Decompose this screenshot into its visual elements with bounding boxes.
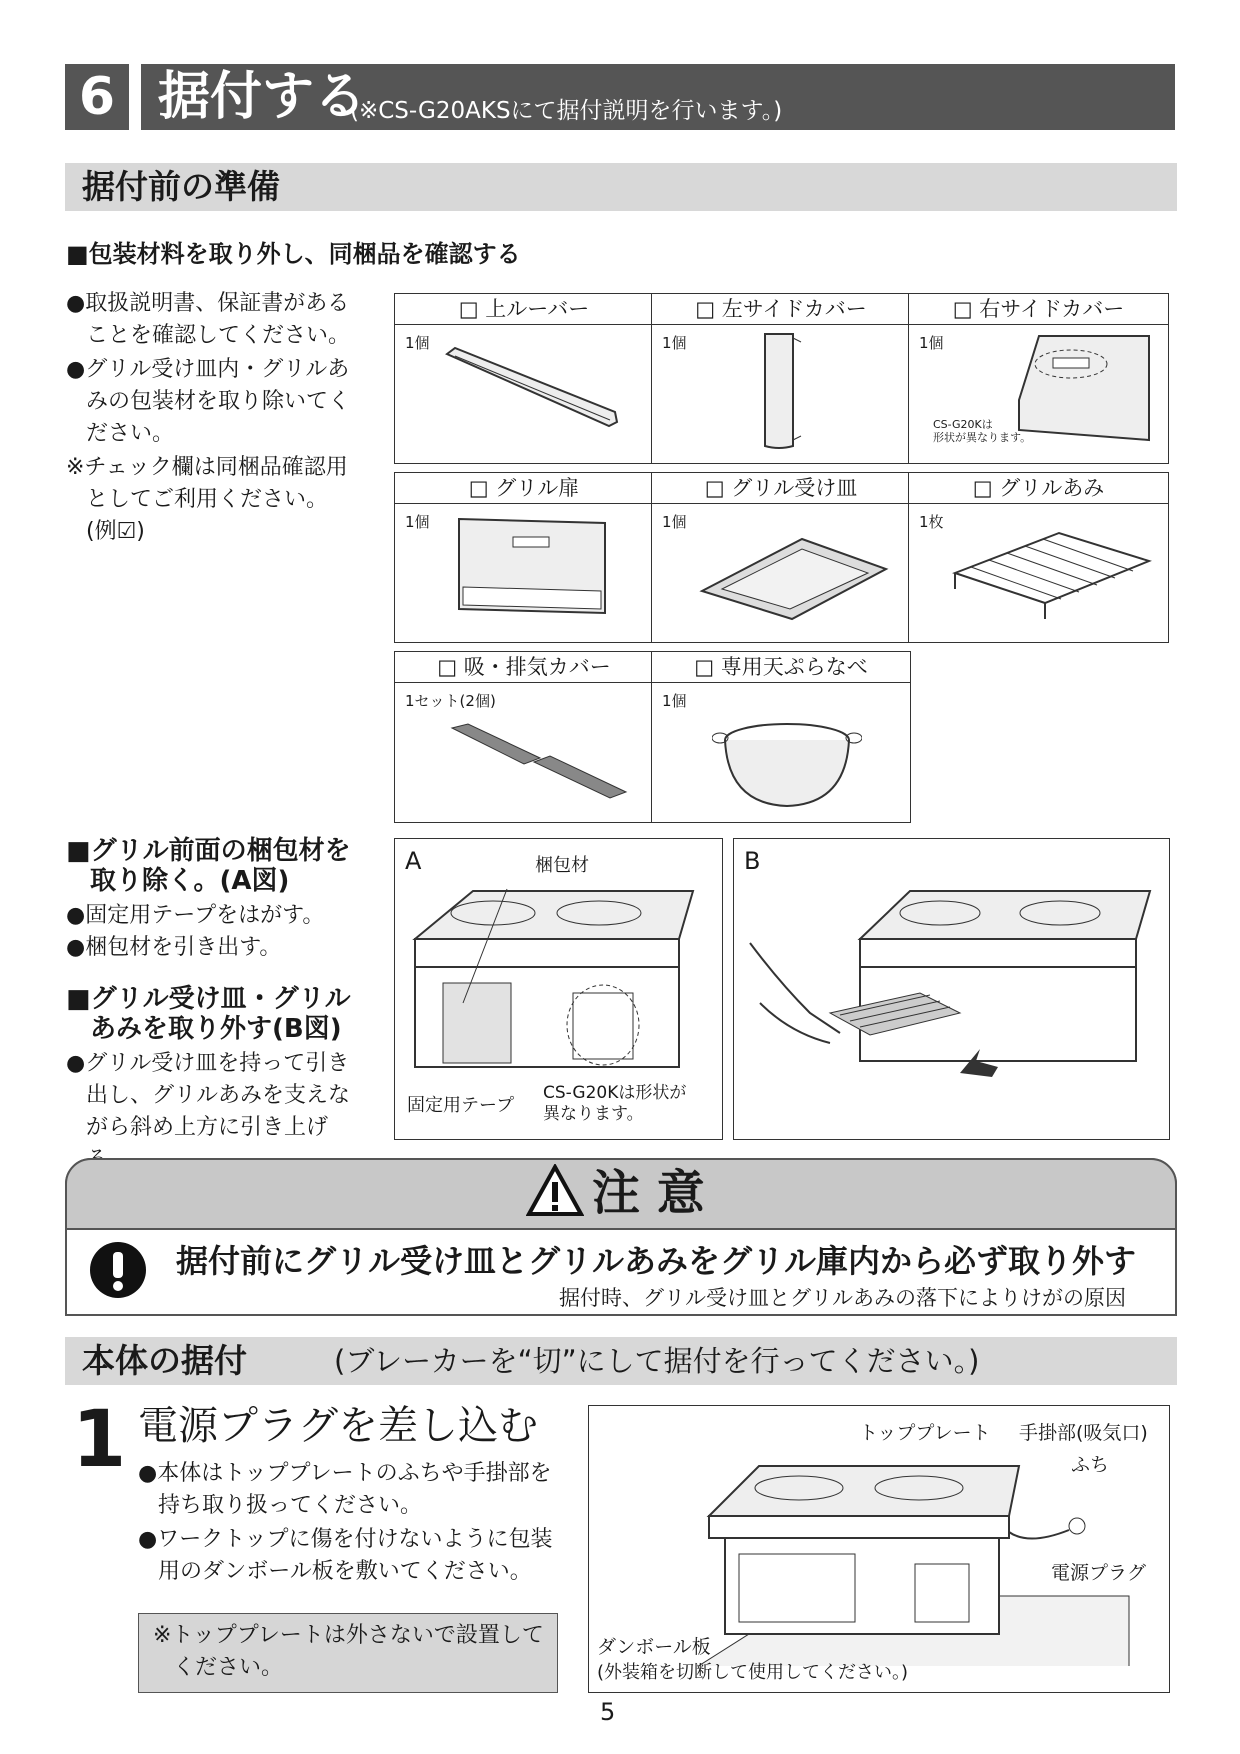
item-right-side-cover: [908, 293, 1169, 464]
caution-sub: 据付時、グリル受け皿とグリルあみの落下によりけがの原因: [559, 1286, 1126, 1310]
item-qty: 1個: [919, 334, 944, 352]
item-name: □ グリル扉: [395, 473, 653, 504]
upper-louver-illustration: [445, 334, 635, 434]
item-qty: 1個: [662, 692, 687, 710]
item-name: □ 右サイドカバー: [909, 294, 1168, 325]
vent-cover-illustration: [450, 722, 630, 802]
install-heading: 本体の据付: [82, 1341, 247, 1380]
grill-front-bullets: ●固定用テープをはがす。 ●梱包材を引き出す。: [66, 903, 325, 960]
grill-front-heading: ■グリル前面の梱包材を 取り除く。(A図): [66, 836, 351, 896]
caution-title: 注 意: [592, 1165, 705, 1221]
figure-a: [394, 838, 723, 1140]
step-title: 電源プラグを差し込む: [138, 1403, 538, 1449]
bullet-checkbox: ※チェック欄は同梱品確認用としてご利用ください。(例☑): [66, 455, 348, 544]
left-side-cover-illustration: [757, 330, 807, 454]
section-note: (※CS-G20AKSにて据付説明を行います。): [350, 98, 783, 124]
figure-b-illustration: [740, 883, 1165, 1083]
install-heading-note: (ブレーカーを“切”にして据付を行ってください。): [334, 1344, 980, 1378]
item-name: □ グリル受け皿: [652, 473, 910, 504]
grill-pan-illustration: [692, 533, 892, 623]
item-left-side-cover: [651, 293, 911, 464]
grill-door-illustration: [455, 513, 615, 633]
item-vent-cover: [394, 651, 654, 823]
item-name: □ グリルあみ: [909, 473, 1168, 504]
item-qty: 1個: [405, 334, 430, 352]
grill-rack-illustration: [949, 527, 1159, 627]
item-qty: 1枚: [919, 513, 944, 531]
label-top-plate: トッププレート: [859, 1422, 991, 1444]
check-heading: ■包装材料を取り外し、同梱品を確認する: [66, 240, 521, 268]
section-title: 据付する: [158, 67, 367, 127]
prep-heading: 据付前の準備: [82, 167, 280, 206]
tempura-pot-illustration: [712, 720, 862, 820]
label-plug: 電源プラグ: [1051, 1562, 1147, 1584]
install-illustration: [649, 1446, 1149, 1666]
warning-triangle-icon: [526, 1164, 584, 1218]
tape-label: 固定用テープ: [407, 1095, 515, 1116]
install-note: ※トッププレートは外さないで設置してください。: [138, 1613, 558, 1693]
page-number: 5: [600, 1698, 616, 1726]
grill-remove-bullets: ●グリル受け皿を持って引き出し、グリルあみを支えながら斜め上方に引き上げ: [66, 1051, 351, 1140]
figure-a-illustration: [403, 883, 713, 1083]
label-handle: 手掛部(吸気口): [1019, 1422, 1148, 1444]
packing-label: 梱包材: [535, 855, 589, 876]
item-name: □ 上ルーバー: [395, 294, 653, 325]
item-grill-door: [394, 472, 654, 643]
label-cardboard: ダンボール板: [597, 1636, 711, 1658]
item-qty: 1個: [662, 334, 687, 352]
figure-b: [733, 838, 1170, 1140]
label-edge: ふち: [1071, 1454, 1110, 1476]
bullet-packing: ●グリル受け皿内・グリルあみの包装材を取り除いてください。: [66, 357, 351, 446]
section-number: 6: [65, 64, 129, 130]
label-cardboard-note: (外装箱を切断して使用してください。): [597, 1662, 909, 1683]
item-grill-rack: [908, 472, 1169, 643]
item-name: □ 左サイドカバー: [652, 294, 910, 325]
figure-a-note: CS-G20Kは形状が 異なります。: [543, 1083, 687, 1124]
item-qty: 1個: [662, 513, 687, 531]
caution-main: 据付前にグリル受け皿とグリルあみをグリル庫内から必ず取り外す: [176, 1242, 1137, 1280]
grill-remove-heading: ■グリル受け皿・グリル あみを取り外す(B図): [66, 984, 351, 1044]
item-qty: 1セット(2個): [405, 692, 496, 710]
item-qty: 1個: [405, 513, 430, 531]
item-name: □ 専用天ぷらなべ: [652, 652, 910, 683]
prep-bullets: [66, 288, 356, 548]
figure-b-label: B: [744, 847, 761, 875]
item-tempura-pot: [651, 651, 911, 823]
right-side-cover-illustration: [1009, 330, 1159, 450]
figure-a-label: A: [405, 847, 422, 875]
step-bullets: ●本体はトッププレートのふちや手掛部を持ち取り扱ってください。 ●ワークトップに傷を付けないように包装用のダンボール板を敷いてください。: [138, 1461, 553, 1584]
step-number: 1: [72, 1395, 127, 1485]
item-grill-pan: [651, 472, 911, 643]
item-upper-louver: [394, 293, 654, 464]
mandatory-icon: [88, 1240, 148, 1300]
bullet-manual: ●取扱説明書、保証書があることを確認してください。: [66, 291, 351, 348]
install-figure: [588, 1405, 1170, 1693]
item-name: □ 吸・排気カバー: [395, 652, 653, 683]
right-cover-note: CS-G20Kは 形状が異なります。: [933, 418, 1032, 444]
